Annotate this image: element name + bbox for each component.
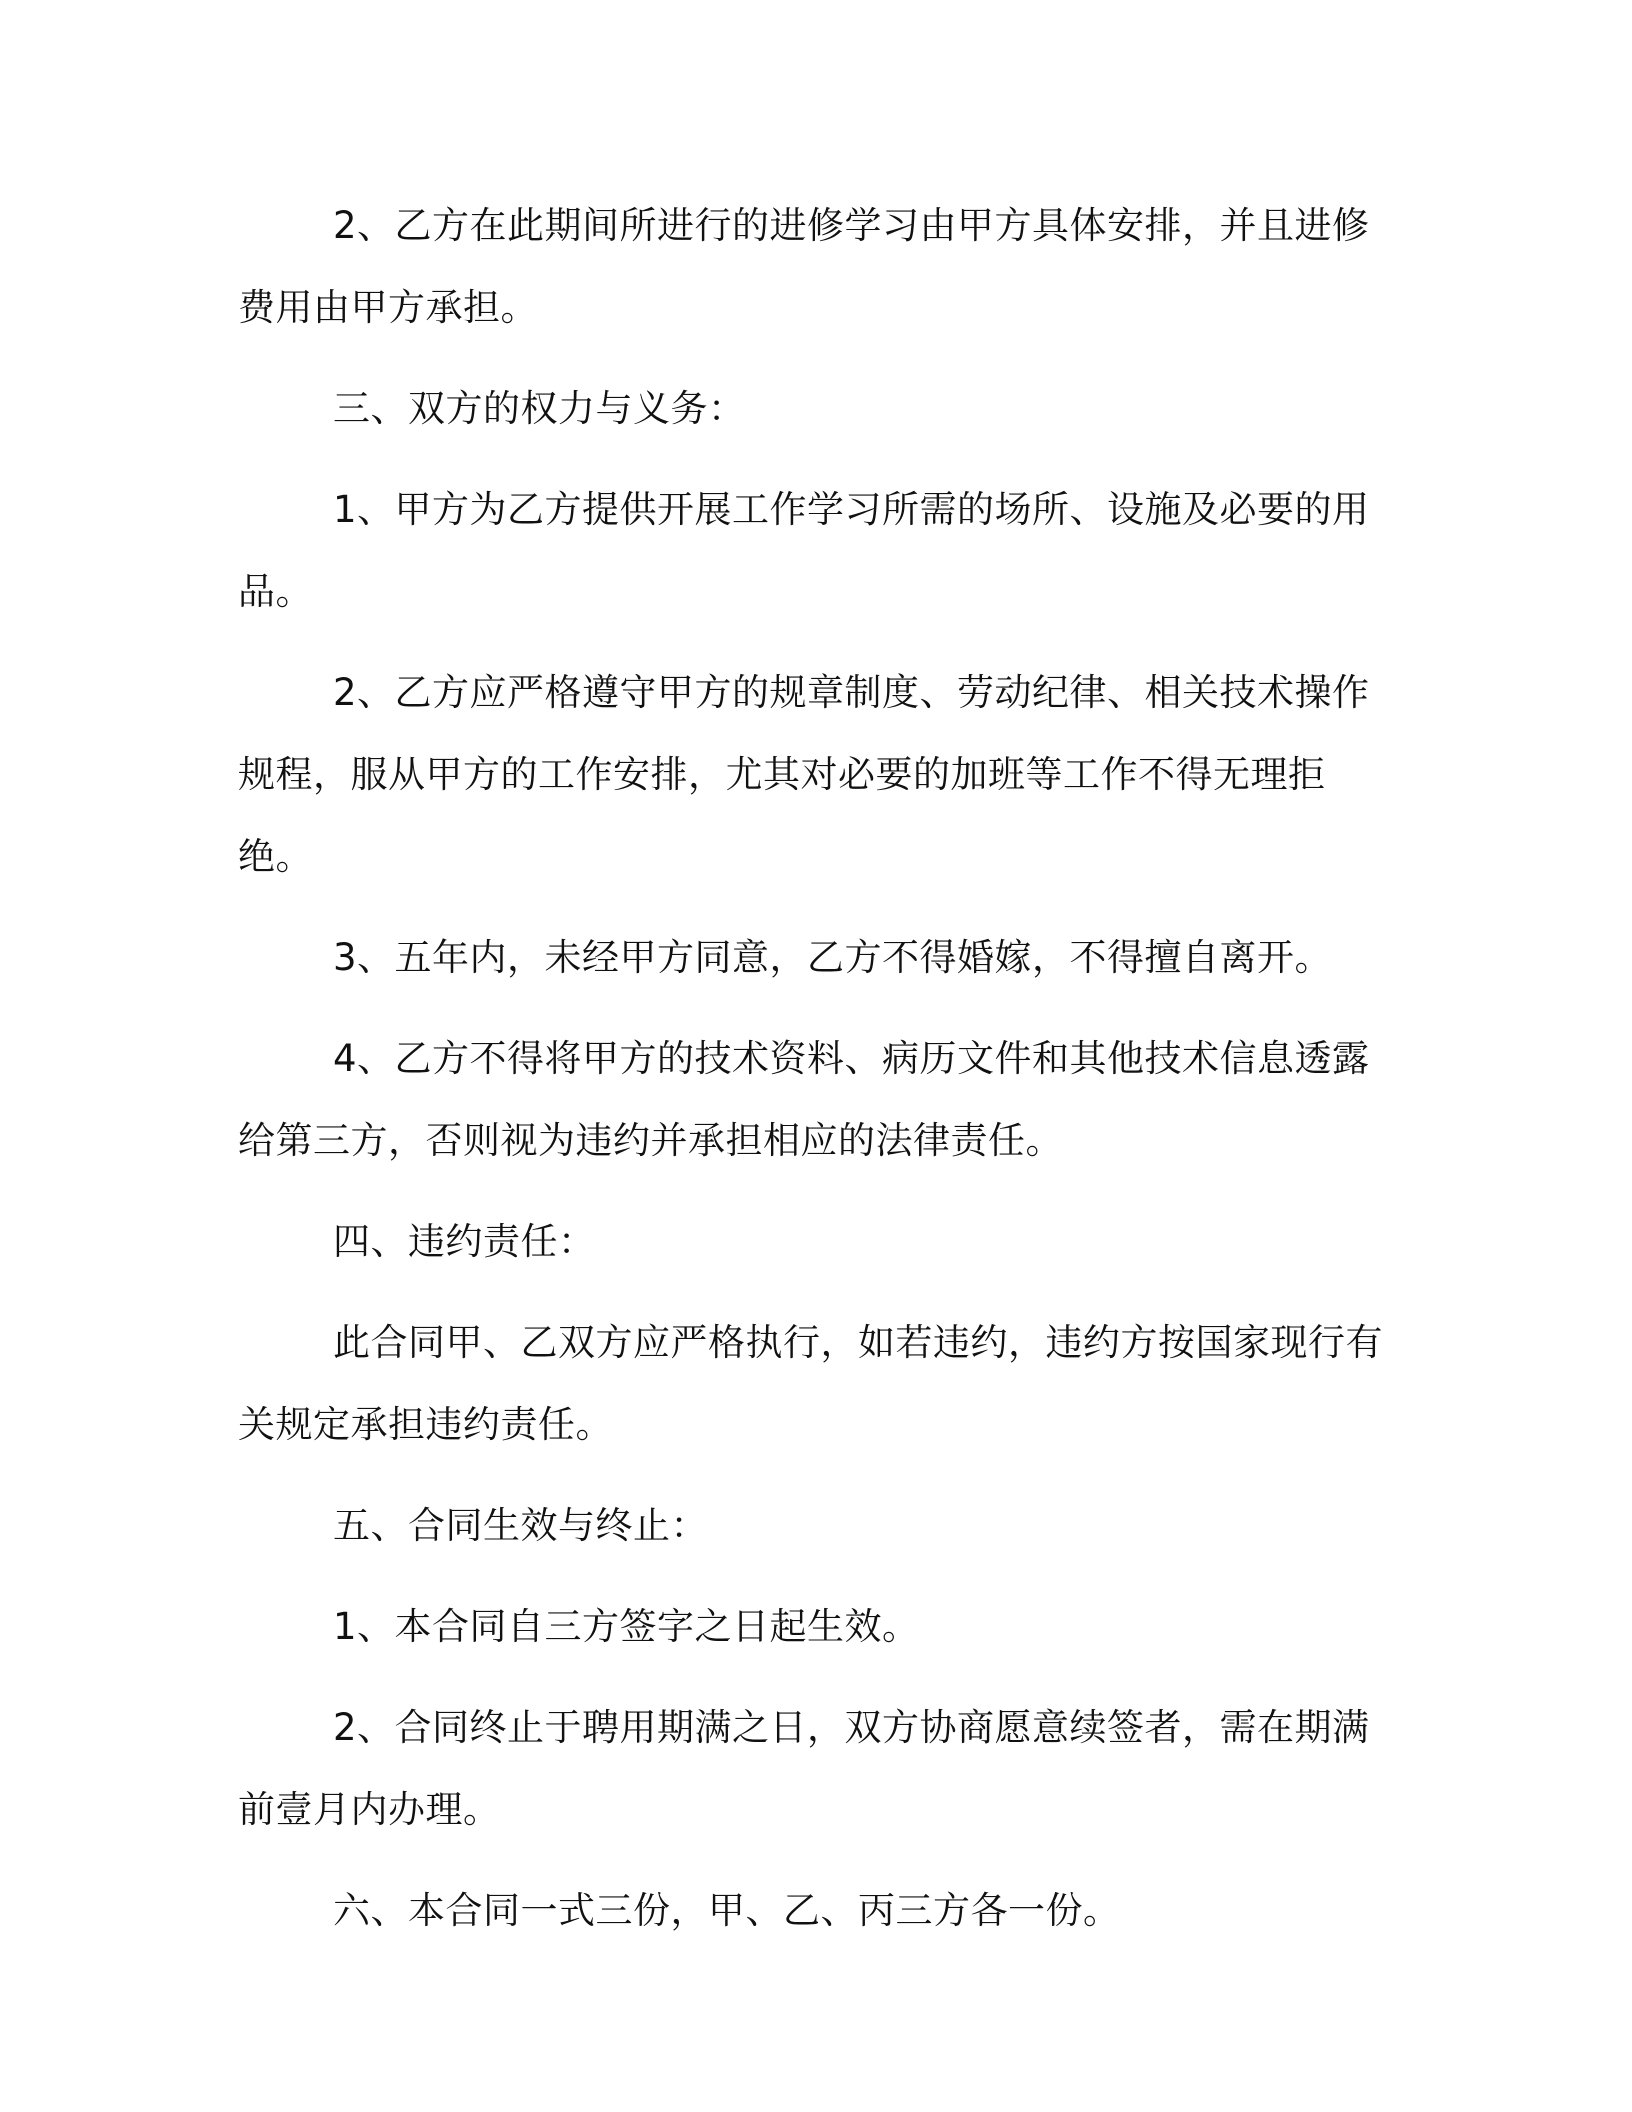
paragraph-five-years: 3、五年内，未经甲方同意，乙方不得婚嫁，不得擅自离开。 [333,936,1333,979]
paragraph-effective-date: 1、本合同自三方签字之日起生效。 [333,1605,920,1648]
paragraph-breach-terms: 此合同甲、乙双方应严格执行，如若违约，违约方按国家现行有关规定承担违约责任。 [238,1321,1383,1446]
paragraph-workplace-provision: 1、甲方为乙方提供开展工作学习所需的场所、设施及必要的用品。 [238,488,1370,613]
paragraph-rules-compliance: 2、乙方应严格遵守甲方的规章制度、劳动纪律、相关技术操作规程，服从甲方的工作安排，尤其对必要的加班等工作不得无理拒绝。 [238,671,1370,878]
paragraph-termination: 2、合同终止于聘用期满之日，双方协商愿意续签者，需在期满前壹月内办理。 [238,1706,1370,1831]
heading-effect-termination: 五、合同生效与终止： [333,1504,708,1547]
document-body [238,185,1384,1971]
paragraph-copies: 六、本合同一式三份，甲、乙、丙三方各一份。 [333,1889,1121,1932]
paragraph-confidentiality: 4、乙方不得将甲方的技术资料、病历文件和其他技术信息透露给第三方，否则视为违约并承担相应的法律责任。 [238,1037,1370,1162]
heading-rights-obligations: 三、双方的权力与义务： [333,387,746,430]
paragraph-study-arrangement: 2、乙方在此期间所进行的进修学习由甲方具体安排，并且进修费用由甲方承担。 [238,204,1370,329]
heading-breach-liability: 四、违约责任： [333,1220,596,1263]
